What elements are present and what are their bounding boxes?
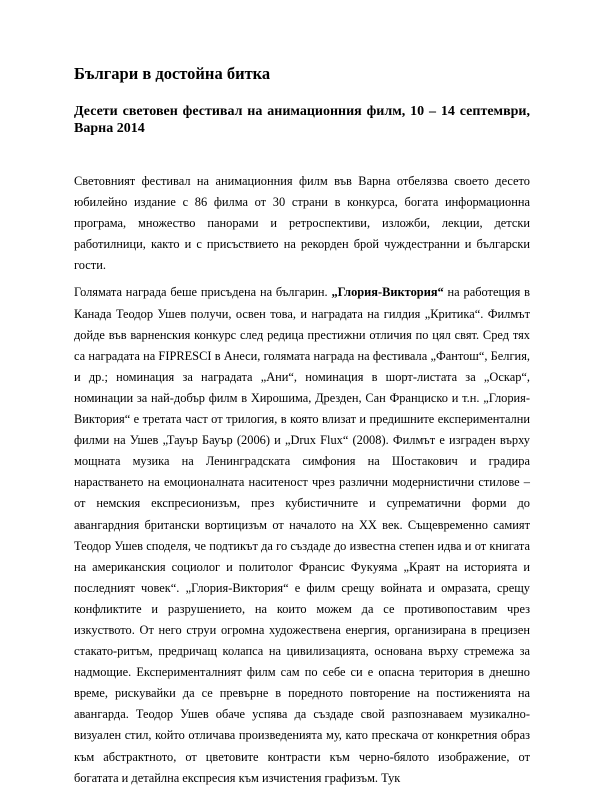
document-subtitle: Десети световен фестивал на анимационния филм, 10 – 14 септември, Варна 2014 — [74, 104, 530, 136]
document-title: Българи в достойна битка — [74, 64, 271, 83]
document-page — [74, 64, 530, 795]
paragraph-award — [74, 282, 530, 788]
paragraph-award-lead: Голямата награда беше присъдена на българин. — [74, 285, 332, 300]
film-title-bold: „Глория-Виктория“ — [331, 285, 444, 300]
paragraph-award-body: на работещия в Канада Теодор Ушев получи, освен това, и наградата на гилдия „Критика“. Филмът дойде във варненския конкурс след редица престижни отличия по цял свят. Сред тях са наградата на FIPRESCI в Анеси, голямата награда на фестивала „Фантош“, Белгия, и др.; номинация за наградата „Ани“, номинация в шорт-листата за „Оскар“, номинации за най-добър филм в Хирошима, Дрезден, Сан Франциско и т.н. „Глория-Виктория“ е третата част от трилогия, в която влизат и предишните експериментални филми на Ушев „Тауър Бауър (2006) и „Drux Flux“ (2008). Филмът е изграден върху мощната музика на Ленинградската симфония на Шостакович и градира нарастването на емоционалната наситеност чрез различни модернистични стилове – от немския експресионизъм, през кубистичните и супрематични форми до авангардния британски вортицизъм от началото на ХХ век. Същевременно самият Теодор Ушев споделя, че подтикът да го създаде до известна степен идва и от книгата на американския социолог и политолог Франсис Фукуяма „Краят на историята и последният човек“. „Глория-Виктория“ е филм срещу войната и омразата, срещу конфликтите и разрушението, на които можем да се противопоставим чрез изкуството. От него струи огромна художествена енергия, организирана в прецизен стакато-ритъм, предричащ колапса на цивилизацията, основана върху стремежа за надмощие. Експерименталният филм сам по себе си е опасна територия в днешно време, рискувайки да се превърне в поредното повторение на постиженията на авангарда. Теодор Ушев обаче успява да създаде свой разпознаваем музикално-визуален стил, който отличава произведенията му, като прескача от конкретния образ към абстрактното, от цветовите контрасти към черно-бялото изображение, от богатата и детайлна експресия към изчистения графизъм. Тук — [74, 285, 530, 785]
paragraph-intro: Световният фестивал на анимационния филм във Варна отбелязва своето десето юбилейно издание с 86 филма от 30 страни в конкурса, богата информационна програма, множество панорами и ретроспективи, изложби, лекции, детски работилници, както и с присъствието на рекорден брой чуждестранни и български гости. — [74, 174, 530, 273]
